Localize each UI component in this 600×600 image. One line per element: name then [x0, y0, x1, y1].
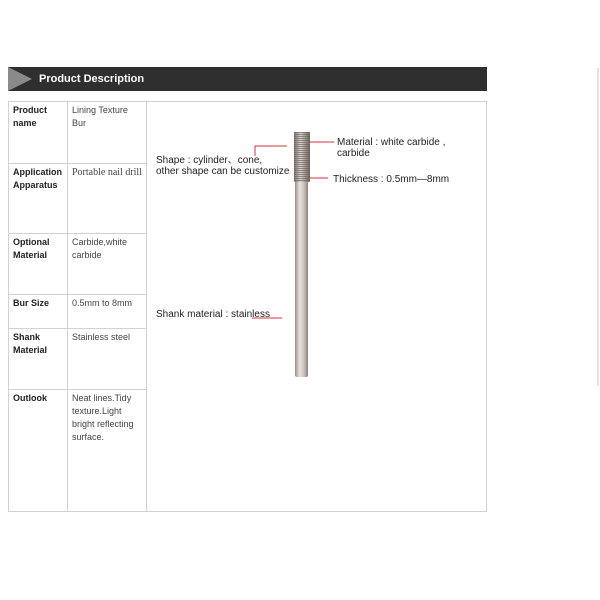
product-diagram — [148, 102, 486, 511]
spec-label-material: Optional Material — [13, 237, 50, 260]
shape-label: Shape : cylinder、cone, — [156, 155, 263, 166]
neighbor-edge — [597, 68, 599, 386]
spec-value-shank: Stainless steel — [72, 332, 131, 342]
material-label-continued: carbide — [337, 148, 370, 159]
spec-label-application: Application Apparatus — [13, 167, 62, 190]
spec-value-material: Carbide,white carbide — [72, 237, 128, 260]
row-divider — [8, 389, 147, 390]
section-header — [8, 67, 487, 91]
spec-label-shank: Shank Material — [13, 332, 48, 355]
thickness-label: Thickness : 0.5mm—8mm — [333, 174, 450, 185]
spec-label-outlook: Outlook — [13, 393, 47, 403]
play-arrow-icon — [8, 67, 32, 91]
row-divider — [8, 163, 147, 164]
bur-texture — [294, 132, 310, 182]
section-title: Product Description — [39, 73, 145, 85]
spec-label-product-name: Product name — [13, 105, 48, 128]
shank-material-label: Shank material : stainless — [156, 309, 270, 320]
shape-label-continued: other shape can be customize — [156, 166, 290, 177]
spec-value-outlook: Neat lines.Tidy texture.Light bright reflecting surface. — [72, 393, 134, 442]
spec-value-bur-size: 0.5mm to 8mm — [72, 298, 133, 308]
row-divider — [8, 233, 147, 234]
row-divider — [8, 328, 147, 329]
spec-value-product-name: Lining Texture Bur — [72, 105, 128, 128]
spec-value-application: Portable nail drill — [72, 167, 142, 178]
shank — [295, 180, 308, 377]
material-label: Material : white carbide , — [337, 137, 446, 148]
spec-label-bur-size: Bur Size — [13, 298, 50, 308]
row-divider — [8, 294, 147, 295]
